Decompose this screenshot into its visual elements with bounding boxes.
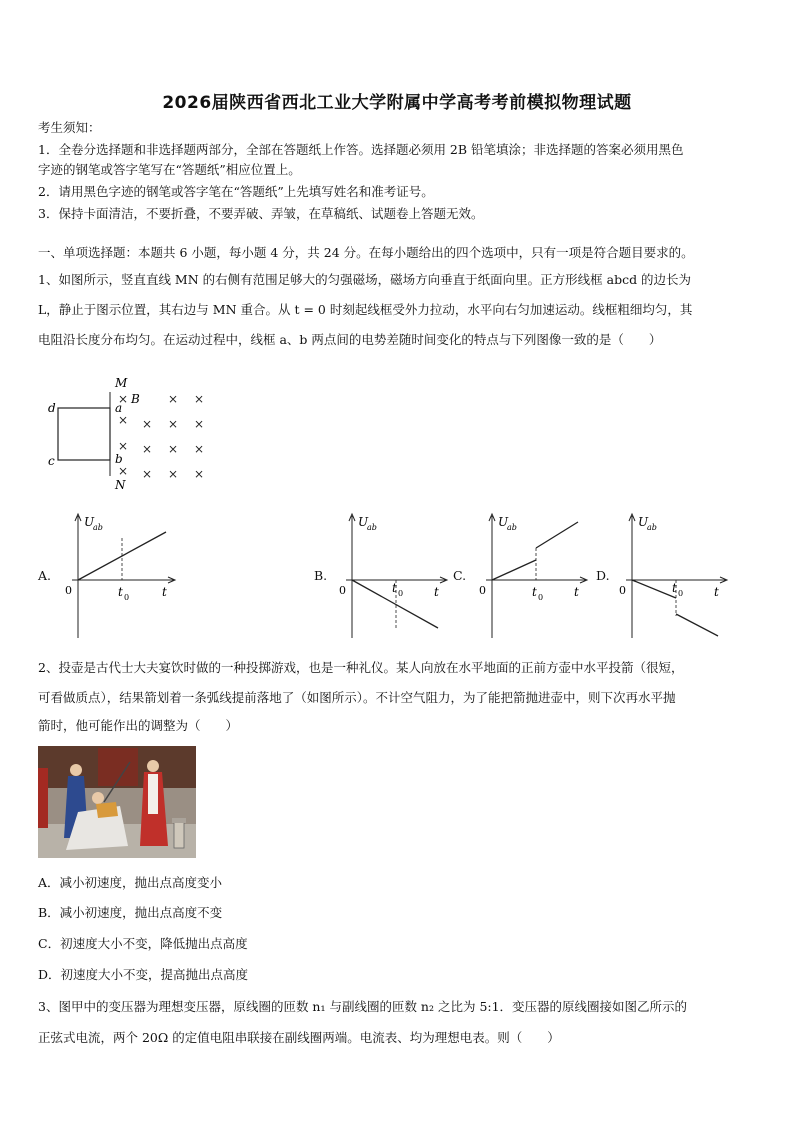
y-axis-label: U <box>84 515 95 529</box>
option-C-letter: C. <box>453 568 467 583</box>
label-b: b <box>115 452 123 466</box>
t0-label: t <box>118 585 123 599</box>
label-B: B <box>131 392 140 406</box>
origin-label: 0 <box>65 584 72 597</box>
q2-text: 2、投壶是古代士大夫宴饮时做的一种投掷游戏，也是一种礼仪。某人向放在水平地面的正前方壶中水平投箭（很短， <box>38 660 684 675</box>
x-axis-label: t <box>574 585 579 599</box>
touhu-photo <box>38 746 196 858</box>
q3-text: 3、图甲中的变压器为理想变压器，原线圈的匝数 n₁ 与副线圈的匝数 n₂ 之比为 5:1．变压器的原线圈接如图乙所示的 <box>38 999 688 1014</box>
field-cross-mark: × <box>142 467 153 481</box>
q2-option-C: C．初速度大小不变，降低抛出点高度 <box>38 936 248 951</box>
graph-option-C <box>474 510 592 642</box>
exam-title: 2026届陕西省西北工业大学附属中学高考考前模拟物理试题 <box>162 93 632 113</box>
label-c: c <box>48 454 55 468</box>
notice-item: 2．请用黑色字迹的钢笔或答字笔在“答题纸”上先填写姓名和准考证号。 <box>38 184 434 199</box>
x-axis-label: t <box>162 585 167 599</box>
t0-label-sub: 0 <box>678 589 684 598</box>
t0-label: t <box>672 581 677 595</box>
q2-text: 可看做质点），结果箭划着一条弧线提前落地了（如图所示）。不计空气阻力，为了能把箭抛进壶中，则下次再水平抛 <box>38 690 676 705</box>
option-D-letter: D. <box>596 568 610 583</box>
field-cross-mark: × <box>194 417 205 431</box>
q1-text: 1、如图所示，竖直直线 MN 的右侧有范围足够大的匀强磁场，磁场方向垂直于纸面向里。正方形线框 abcd 的边长为 <box>38 272 692 287</box>
t0-label-sub: 0 <box>398 589 404 598</box>
graph-curve-segment-2 <box>676 614 718 636</box>
q3-text: 正弦式电流，两个 20Ω 的定值电阻串联接在副线圈两端。电流表、均为理想电表。则（ ） <box>38 1030 560 1045</box>
x-axis-label: t <box>714 585 719 599</box>
y-axis-label-sub: ab <box>93 523 103 532</box>
field-cross-mark: × <box>194 442 205 456</box>
field-cross-mark: × <box>168 442 179 456</box>
field-cross-mark: × <box>118 392 129 406</box>
field-cross-mark: × <box>168 417 179 431</box>
t0-label: t <box>532 585 537 599</box>
q1-field-figure <box>40 372 220 494</box>
y-axis-label: U <box>358 515 369 529</box>
graph-option-B <box>334 510 452 642</box>
graph-curve-segment-1 <box>492 560 536 580</box>
field-cross-mark: × <box>118 464 129 478</box>
field-cross-mark: × <box>142 417 153 431</box>
graph-curve-segment-1 <box>632 580 676 598</box>
x-axis-label: t <box>434 585 439 599</box>
field-cross-mark: × <box>168 392 179 406</box>
field-cross-mark: × <box>142 442 153 456</box>
field-cross-mark: × <box>118 439 129 453</box>
notice-item: 3．保持卡面清洁，不要折叠，不要弄破、弄皱，在草稿纸、试题卷上答题无效。 <box>38 206 484 221</box>
t0-label: t <box>392 581 397 595</box>
q2-option-A: A．减小初速度，抛出点高度变小 <box>38 875 223 890</box>
q2-option-D: D．初速度大小不变，提高抛出点高度 <box>38 967 249 982</box>
field-cross-mark: × <box>118 413 129 427</box>
notice-item: 1．全卷分选择题和非选择题两部分，全部在答题纸上作答。选择题必须用 2B 铅笔填涂；非选择题的答案必须用黑色 <box>38 142 684 157</box>
notice-item: 字迹的钢笔或答字笔写在“答题纸”相应位置上。 <box>38 162 301 177</box>
graph-option-D <box>614 510 732 642</box>
y-axis-label-sub: ab <box>507 523 517 532</box>
notice-heading: 考生须知： <box>38 120 101 135</box>
field-cross-mark: × <box>168 467 179 481</box>
field-cross-mark: × <box>194 392 205 406</box>
option-A-letter: A. <box>38 568 52 583</box>
origin-label: 0 <box>339 584 346 597</box>
origin-label: 0 <box>619 584 626 597</box>
label-M: M <box>115 376 128 390</box>
graph-option-A <box>60 510 180 642</box>
y-axis-label-sub: ab <box>647 523 657 532</box>
origin-label: 0 <box>479 584 486 597</box>
label-N: N <box>115 478 126 492</box>
label-d: d <box>48 401 56 415</box>
q1-text: L，静止于图示位置，其右边与 MN 重合。从 t = 0 时刻起线框受外力拉动，水平向右匀加速运动。线框粗细均匀，其 <box>38 302 693 317</box>
label-a: a <box>115 401 123 415</box>
coil-frame <box>58 408 110 460</box>
field-cross-mark: × <box>194 467 205 481</box>
graph-curve-segment-2 <box>536 522 578 548</box>
q2-text: 箭时，他可能作出的调整为（ ） <box>38 718 239 733</box>
t0-label-sub: 0 <box>124 593 130 602</box>
y-axis-label: U <box>498 515 509 529</box>
y-axis-label: U <box>638 515 649 529</box>
q1-text: 电阻沿长度分布均匀。在运动过程中，线框 a、b 两点间的电势差随时间变化的特点与下列图像一致的是（ ） <box>38 332 662 347</box>
y-axis-label-sub: ab <box>367 523 377 532</box>
option-B-letter: B. <box>314 568 328 583</box>
q2-option-B: B．减小初速度，抛出点高度不变 <box>38 905 223 920</box>
t0-label-sub: 0 <box>538 593 544 602</box>
section-heading: 一、单项选择题：本题共 6 小题，每小题 4 分，共 24 分。在每小题给出的四个选项中，只有一项是符合题目要求的。 <box>38 245 694 260</box>
